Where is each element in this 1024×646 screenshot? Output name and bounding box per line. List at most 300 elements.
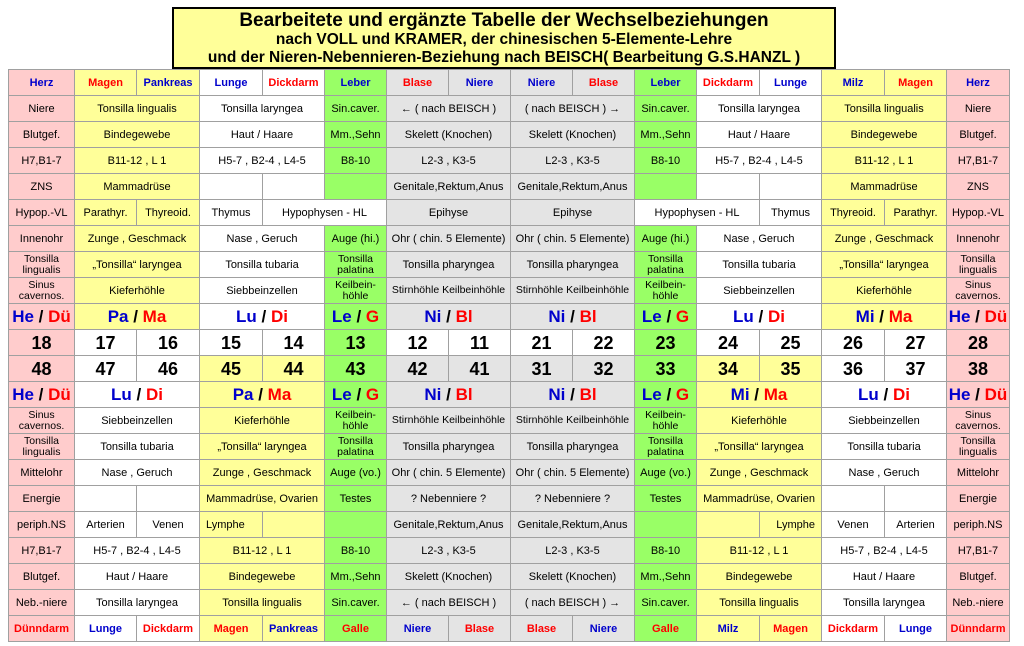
element-b: Ma [763, 384, 788, 404]
element-cell: He / Dü [9, 304, 75, 330]
table-cell: B8-10 [325, 538, 387, 564]
table-cell: ? Nebenniere ? [511, 486, 635, 512]
tooth-cell: 46 [137, 356, 200, 382]
table-cell: Nase , Geruch [75, 460, 200, 486]
tooth-cell: 38 [947, 356, 1010, 382]
tooth-cell: 21 [511, 330, 573, 356]
table-cell: Sinus cavernos. [947, 408, 1010, 434]
organ-cell: Niere [511, 70, 573, 96]
table-cell: ? Nebenniere ? [387, 486, 511, 512]
tooth-cell: 36 [822, 356, 885, 382]
table-cell: Keilbein-höhle [325, 408, 387, 434]
table-cell: Parathyr. [75, 200, 137, 226]
tooth-cell: 26 [822, 330, 885, 356]
table-row [9, 252, 1010, 278]
element-b: Dü [48, 306, 71, 326]
title-line-3: und der Nieren-Nebennieren-Beziehung nach BEISCH( Bearbeitung G.S.HANZL ) [207, 49, 801, 66]
table-cell: B8-10 [325, 148, 387, 174]
table-cell: Tonsilla lingualis [9, 434, 75, 460]
table-cell: „Tonsilla“ laryngea [697, 434, 822, 460]
element-b: G [365, 306, 380, 326]
table-cell: Epihyse [511, 200, 635, 226]
table-cell: ( nach BEISCH ) → [511, 96, 635, 122]
organ-cell: Magen [885, 70, 947, 96]
table-cell: „Tonsilla“ laryngea [822, 252, 947, 278]
table-cell: ZNS [947, 174, 1010, 200]
title-line-2: nach VOLL und KRAMER, der chinesischen 5-Elemente-Lehre [275, 31, 733, 48]
table-cell: Auge (hi.) [635, 226, 697, 252]
element-a: Le [331, 384, 352, 404]
table-row [9, 616, 1010, 642]
table-cell: Nase , Geruch [200, 226, 325, 252]
element-a: Mi [730, 384, 750, 404]
table-row [9, 564, 1010, 590]
table-cell: Keilbein-höhle [635, 408, 697, 434]
table-row [9, 486, 1010, 512]
table-cell: Hypophysen - HL [635, 200, 760, 226]
table-cell: Innenohr [947, 226, 1010, 252]
organ-cell: Milz [822, 70, 885, 96]
table-cell: Venen [137, 512, 200, 538]
table-cell: ← ( nach BEISCH ) [387, 590, 511, 616]
table-cell [75, 486, 137, 512]
table-cell: Bindegewebe [200, 564, 325, 590]
element-b: Dü [984, 384, 1008, 404]
table-cell: Nase , Geruch [822, 460, 947, 486]
table-cell: Niere [947, 96, 1010, 122]
organ-cell: Blase [511, 616, 573, 642]
organ-cell: Lunge [760, 70, 822, 96]
tooth-cell: 44 [263, 356, 325, 382]
table-row [9, 96, 1010, 122]
organ-cell: Dünndarm [947, 616, 1010, 642]
table-cell: Mm.,Sehn [325, 564, 387, 590]
table-row [9, 226, 1010, 252]
table-row [9, 278, 1010, 304]
element-a: Ni [548, 306, 566, 326]
table-cell: Mm.,Sehn [635, 564, 697, 590]
table-cell: Keilbein-höhle [325, 278, 387, 304]
element-b: Ma [888, 306, 913, 326]
tooth-cell: 16 [137, 330, 200, 356]
table-cell: L2-3 , K3-5 [511, 148, 635, 174]
element-a: He [12, 306, 34, 326]
table-cell: periph.NS [947, 512, 1010, 538]
element-cell: Lu / Di [200, 304, 325, 330]
table-cell: Neb.-niere [9, 590, 75, 616]
table-cell: Tonsilla pharyngea [387, 434, 511, 460]
table-cell: Tonsilla pharyngea [511, 434, 635, 460]
table-cell: Hypop.-VL [9, 200, 75, 226]
table-cell: Tonsilla lingualis [947, 434, 1010, 460]
organ-cell: Blase [387, 70, 449, 96]
tooth-cell: 22 [573, 330, 635, 356]
table-cell: Neb.-niere [947, 590, 1010, 616]
organ-cell: Magen [75, 70, 137, 96]
element-b: Dü [48, 384, 71, 404]
table-cell: Auge (vo.) [635, 460, 697, 486]
table-row [9, 304, 1010, 330]
table-cell: Tonsilla palatina [325, 252, 387, 278]
table-cell: Auge (hi.) [325, 226, 387, 252]
table-row [9, 434, 1010, 460]
table-cell: Tonsilla lingualis [947, 252, 1010, 278]
table-cell: Bindegewebe [697, 564, 822, 590]
table-cell: Siebbeinzellen [822, 408, 947, 434]
element-a: Ni [424, 306, 442, 326]
element-cell: He / Dü [947, 304, 1010, 330]
tooth-cell: 17 [75, 330, 137, 356]
organ-cell: Herz [9, 70, 75, 96]
table-cell: Genitale,Rektum,Anus [387, 512, 511, 538]
organ-cell: Niere [449, 70, 511, 96]
organ-cell: Pankreas [263, 616, 325, 642]
table-row [9, 538, 1010, 564]
table-cell: Skelett (Knochen) [511, 122, 635, 148]
element-b: G [365, 384, 380, 404]
table-cell: H7,B1-7 [9, 148, 75, 174]
tooth-cell: 28 [947, 330, 1010, 356]
table-cell: L2-3 , K3-5 [511, 538, 635, 564]
tooth-cell: 42 [387, 356, 449, 382]
organ-cell: Leber [325, 70, 387, 96]
table-cell: B11-12 , L 1 [697, 538, 822, 564]
element-a: He [12, 384, 34, 404]
organ-cell: Niere [387, 616, 449, 642]
table-cell: L2-3 , K3-5 [387, 538, 511, 564]
table-cell: Mm.,Sehn [635, 122, 697, 148]
table-cell: Mammadrüse [822, 174, 947, 200]
element-cell: He / Dü [9, 382, 75, 408]
table-cell: Testes [635, 486, 697, 512]
table-cell [263, 174, 325, 200]
tooth-cell: 27 [885, 330, 947, 356]
table-cell: Tonsilla pharyngea [387, 252, 511, 278]
table-cell: Epihyse [387, 200, 511, 226]
element-b: Bl [579, 306, 597, 326]
table-cell: Blutgef. [9, 122, 75, 148]
element-a: Lu [858, 384, 879, 404]
organ-cell: Pankreas [137, 70, 200, 96]
table-cell: Stirnhöhle Keilbeinhöhle [387, 278, 511, 304]
table-cell: Siebbeinzellen [697, 278, 822, 304]
element-a: Le [641, 384, 662, 404]
table-cell: H5-7 , B2-4 , L4-5 [697, 148, 822, 174]
organ-cell: Magen [200, 616, 263, 642]
table-cell: Tonsilla palatina [635, 434, 697, 460]
table-cell: Sinus cavernos. [9, 278, 75, 304]
table-cell: Tonsilla laryngea [200, 96, 325, 122]
table-cell: Sin.caver. [325, 590, 387, 616]
element-a: Pa [107, 306, 129, 326]
table-cell: Haut / Haare [200, 122, 325, 148]
tooth-cell: 37 [885, 356, 947, 382]
table-row [9, 70, 1010, 96]
tooth-cell: 48 [9, 356, 75, 382]
element-cell: He / Dü [947, 382, 1010, 408]
element-cell: Ni / Bl [511, 304, 635, 330]
table-cell [325, 512, 387, 538]
table-cell: Kieferhöhle [822, 278, 947, 304]
organ-cell: Magen [760, 616, 822, 642]
table-row [9, 408, 1010, 434]
element-b: Bl [455, 384, 473, 404]
table-cell: Siebbeinzellen [200, 278, 325, 304]
table-cell: Bindegewebe [75, 122, 200, 148]
table-cell: Nase , Geruch [697, 226, 822, 252]
table-cell: Lymphe [760, 512, 822, 538]
table-cell: Genitale,Rektum,Anus [511, 174, 635, 200]
element-a: Pa [232, 384, 254, 404]
table-cell: Ohr ( chin. 5 Elemente) [511, 226, 635, 252]
table-cell: Tonsilla lingualis [200, 590, 325, 616]
element-cell: Le / G [635, 382, 697, 408]
organ-cell: Herz [947, 70, 1010, 96]
tooth-cell: 34 [697, 356, 760, 382]
table-cell: Tonsilla tubaria [822, 434, 947, 460]
table-cell: Skelett (Knochen) [511, 564, 635, 590]
table-row [9, 200, 1010, 226]
table-row [9, 356, 1010, 382]
element-b: Di [270, 306, 288, 326]
table-cell: Tonsilla laryngea [697, 96, 822, 122]
relations-table [8, 69, 1010, 642]
table-cell: H5-7 , B2-4 , L4-5 [75, 538, 200, 564]
table-cell: Zunge , Geschmack [697, 460, 822, 486]
table-cell: ZNS [9, 174, 75, 200]
organ-cell: Lunge [75, 616, 137, 642]
table-cell: Mittelohr [947, 460, 1010, 486]
table-cell: Arterien [885, 512, 947, 538]
table-cell: H7,B1-7 [9, 538, 75, 564]
table-cell: Genitale,Rektum,Anus [387, 174, 511, 200]
organ-cell: Leber [635, 70, 697, 96]
element-cell: Le / G [635, 304, 697, 330]
element-b: Ma [142, 306, 167, 326]
element-a: Le [641, 306, 662, 326]
element-cell: Ni / Bl [511, 382, 635, 408]
table-cell: Kieferhöhle [200, 408, 325, 434]
table-row [9, 174, 1010, 200]
table-cell: Kieferhöhle [75, 278, 200, 304]
element-a: Lu [236, 306, 257, 326]
element-cell: Ni / Bl [387, 382, 511, 408]
table-cell: Tonsilla lingualis [9, 252, 75, 278]
table-cell: Stirnhöhle Keilbeinhöhle [387, 408, 511, 434]
element-cell: Le / G [325, 304, 387, 330]
table-cell [635, 512, 697, 538]
element-a: Le [331, 306, 352, 326]
tooth-cell: 24 [697, 330, 760, 356]
table-cell: B11-12 , L 1 [75, 148, 200, 174]
element-a: Ni [424, 384, 442, 404]
table-cell: Energie [9, 486, 75, 512]
organ-cell: Dünndarm [9, 616, 75, 642]
table-cell: Siebbeinzellen [75, 408, 200, 434]
table-cell: Sin.caver. [635, 590, 697, 616]
table-cell: Tonsilla lingualis [75, 96, 200, 122]
element-cell: Lu / Di [697, 304, 822, 330]
table-cell: Tonsilla laryngea [75, 590, 200, 616]
table-cell [697, 512, 760, 538]
element-b: Ma [267, 384, 292, 404]
table-cell: Stirnhöhle Keilbeinhöhle [511, 278, 635, 304]
organ-cell: Galle [635, 616, 697, 642]
table-cell: B8-10 [635, 148, 697, 174]
table-cell: Tonsilla laryngea [822, 590, 947, 616]
table-cell: Ohr ( chin. 5 Elemente) [387, 460, 511, 486]
table-cell: Mammadrüse, Ovarien [200, 486, 325, 512]
table-row [9, 590, 1010, 616]
element-a: Lu [733, 306, 754, 326]
organ-cell: Milz [697, 616, 760, 642]
table-cell [200, 174, 263, 200]
element-a: He [948, 384, 971, 404]
table-cell: Blutgef. [9, 564, 75, 590]
table-cell: Lymphe [200, 512, 263, 538]
table-cell: Stirnhöhle Keilbeinhöhle [511, 408, 635, 434]
table-row [9, 512, 1010, 538]
table-cell: Tonsilla pharyngea [511, 252, 635, 278]
element-a: Mi [855, 306, 875, 326]
table-cell: Zunge , Geschmack [200, 460, 325, 486]
element-b: G [675, 384, 690, 404]
table-cell: Tonsilla lingualis [697, 590, 822, 616]
title-line-1: Bearbeitete und ergänzte Tabelle der Wechselbeziehungen [239, 10, 769, 31]
table-cell: L2-3 , K3-5 [387, 148, 511, 174]
table-cell: Haut / Haare [697, 122, 822, 148]
table-cell: Sinus cavernos. [9, 408, 75, 434]
table-cell: Innenohr [9, 226, 75, 252]
table-cell [697, 174, 760, 200]
table-cell: „Tonsilla“ laryngea [200, 434, 325, 460]
table-cell [325, 174, 387, 200]
tooth-cell: 15 [200, 330, 263, 356]
tooth-cell: 14 [263, 330, 325, 356]
element-cell: Ni / Bl [387, 304, 511, 330]
table-cell [760, 174, 822, 200]
table-row [9, 330, 1010, 356]
table-row [9, 148, 1010, 174]
table-cell: B11-12 , L 1 [200, 538, 325, 564]
table-cell: H5-7 , B2-4 , L4-5 [200, 148, 325, 174]
table-cell: Arterien [75, 512, 137, 538]
table-cell: Zunge , Geschmack [822, 226, 947, 252]
table-cell: H7,B1-7 [947, 148, 1010, 174]
organ-cell: Lunge [885, 616, 947, 642]
element-cell: Lu / Di [75, 382, 200, 408]
table-cell: H7,B1-7 [947, 538, 1010, 564]
table-cell: ( nach BEISCH ) → [511, 590, 635, 616]
table-cell: Thyreoid. [137, 200, 200, 226]
table-cell: Hypophysen - HL [263, 200, 387, 226]
table-cell: „Tonsilla“ laryngea [75, 252, 200, 278]
tooth-cell: 47 [75, 356, 137, 382]
tooth-cell: 33 [635, 356, 697, 382]
element-b: Di [145, 384, 163, 404]
table-cell: Sin.caver. [325, 96, 387, 122]
tooth-cell: 18 [9, 330, 75, 356]
table-cell [822, 486, 885, 512]
organ-cell: Galle [325, 616, 387, 642]
element-cell: Pa / Ma [75, 304, 200, 330]
element-b: Dü [984, 306, 1008, 326]
table-cell: Hypop.-VL [947, 200, 1010, 226]
element-a: He [948, 306, 971, 326]
table-cell: Keilbein-höhle [635, 278, 697, 304]
organ-cell: Blase [573, 70, 635, 96]
table-cell: Genitale,Rektum,Anus [511, 512, 635, 538]
tooth-cell: 35 [760, 356, 822, 382]
table-cell: Bindegewebe [822, 122, 947, 148]
organ-cell: Lunge [200, 70, 263, 96]
table-cell: Energie [947, 486, 1010, 512]
organ-cell: Blase [449, 616, 511, 642]
element-cell: Pa / Ma [200, 382, 325, 408]
element-b: Bl [579, 384, 597, 404]
table-cell: Blutgef. [947, 564, 1010, 590]
table-cell: Zunge , Geschmack [75, 226, 200, 252]
table-cell: Haut / Haare [75, 564, 200, 590]
table-row [9, 382, 1010, 408]
table-row [9, 460, 1010, 486]
table-cell: Tonsilla lingualis [822, 96, 947, 122]
tooth-cell: 41 [449, 356, 511, 382]
table-cell: Venen [822, 512, 885, 538]
element-a: Lu [111, 384, 132, 404]
table-cell: Blutgef. [947, 122, 1010, 148]
element-b: G [675, 306, 690, 326]
organ-cell: Dickdarm [137, 616, 200, 642]
table-cell: Mittelohr [9, 460, 75, 486]
table-cell: Tonsilla palatina [325, 434, 387, 460]
tooth-cell: 31 [511, 356, 573, 382]
organ-cell: Dickdarm [822, 616, 885, 642]
table-cell: ← ( nach BEISCH ) [387, 96, 511, 122]
table-cell: Kieferhöhle [697, 408, 822, 434]
table-cell [137, 486, 200, 512]
tooth-cell: 43 [325, 356, 387, 382]
table-cell [885, 486, 947, 512]
table-cell [263, 512, 325, 538]
organ-cell: Dickdarm [697, 70, 760, 96]
element-cell: Lu / Di [822, 382, 947, 408]
tooth-cell: 11 [449, 330, 511, 356]
element-a: Ni [548, 384, 566, 404]
table-cell: Thymus [760, 200, 822, 226]
element-b: Di [892, 384, 910, 404]
tooth-cell: 23 [635, 330, 697, 356]
table-cell: Mammadrüse [75, 174, 200, 200]
table-cell: B8-10 [635, 538, 697, 564]
organ-cell: Niere [573, 616, 635, 642]
element-b: Bl [455, 306, 473, 326]
table-cell: Thymus [200, 200, 263, 226]
table-cell: Tonsilla tubaria [75, 434, 200, 460]
table-cell: Ohr ( chin. 5 Elemente) [511, 460, 635, 486]
table-cell: Ohr ( chin. 5 Elemente) [387, 226, 511, 252]
table-cell: Sinus cavernos. [947, 278, 1010, 304]
title-box [172, 7, 836, 69]
table-cell: H5-7 , B2-4 , L4-5 [822, 538, 947, 564]
tooth-cell: 13 [325, 330, 387, 356]
tooth-cell: 12 [387, 330, 449, 356]
element-b: Di [767, 306, 785, 326]
organ-cell: Dickdarm [263, 70, 325, 96]
table-cell: Mm.,Sehn [325, 122, 387, 148]
element-cell: Mi / Ma [822, 304, 947, 330]
table-cell: Haut / Haare [822, 564, 947, 590]
